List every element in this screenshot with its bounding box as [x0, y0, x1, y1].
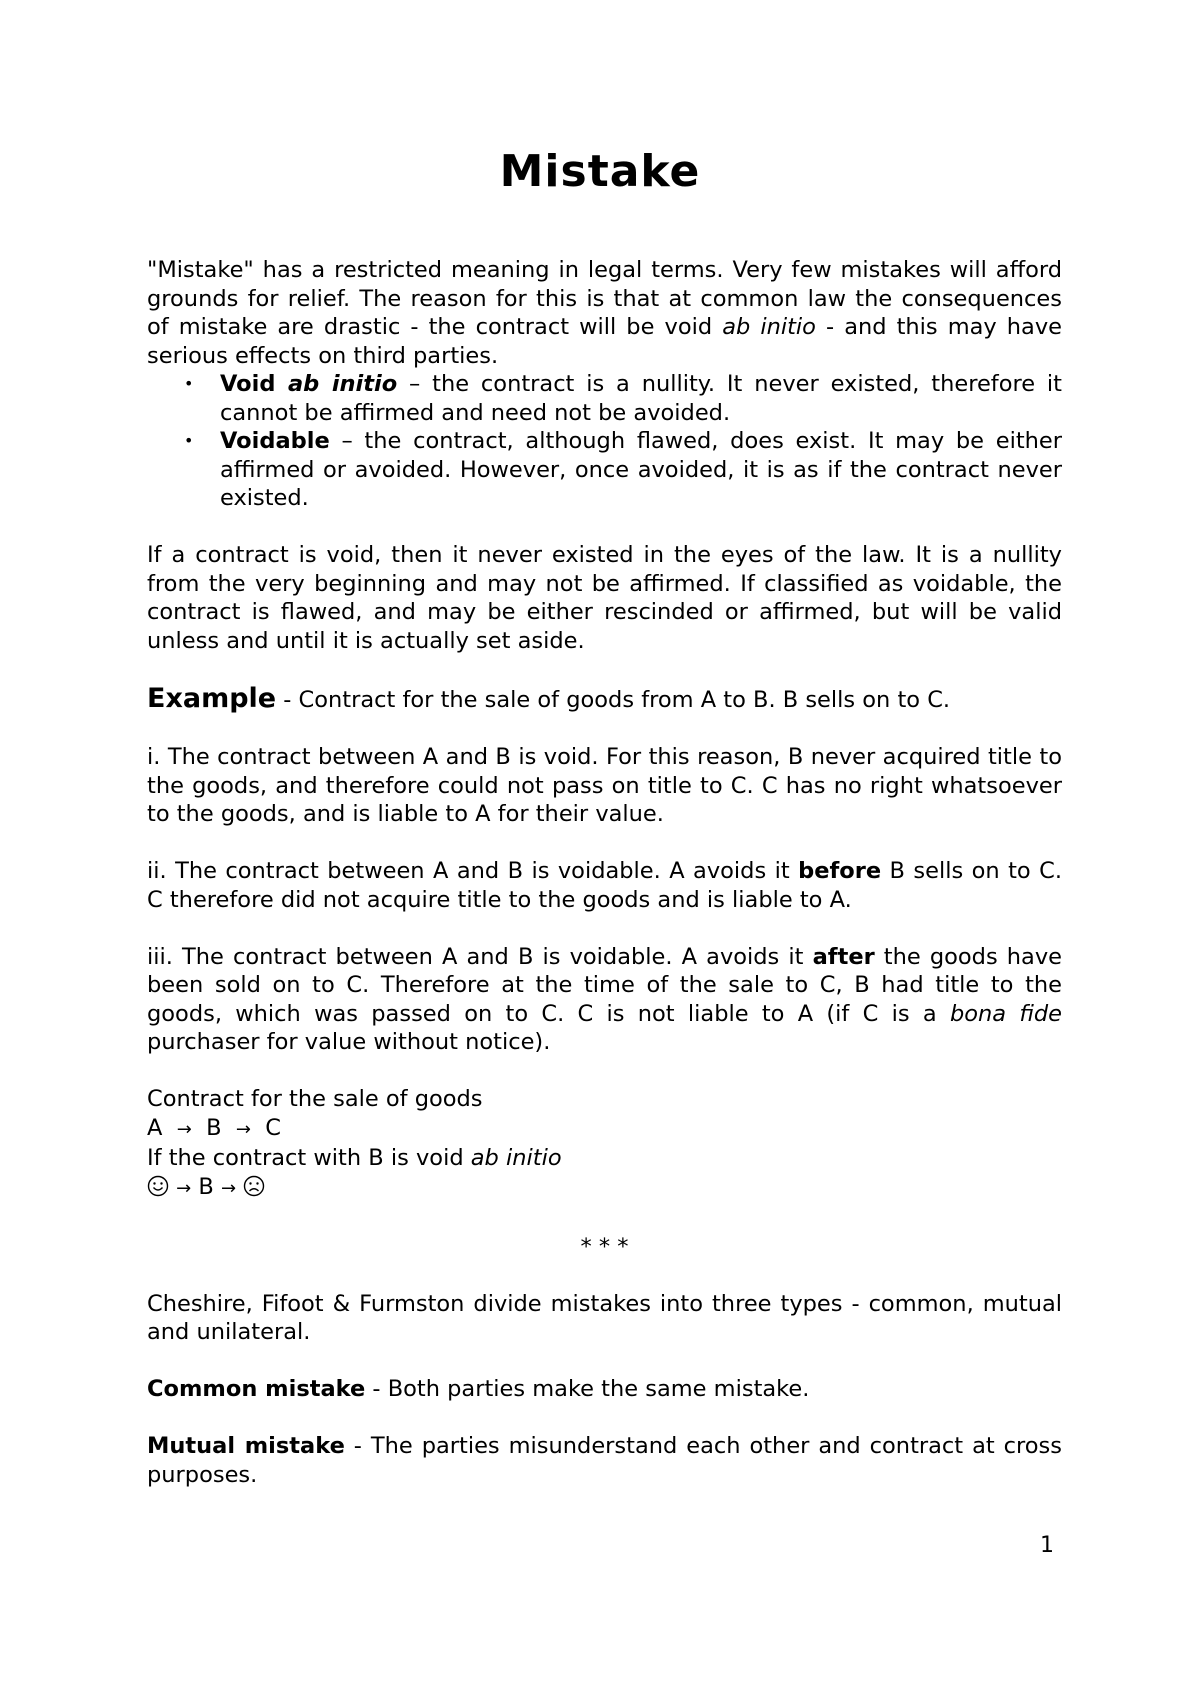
party-c: C	[265, 1114, 281, 1141]
common-mistake-text: - Both parties make the same mistake.	[365, 1376, 810, 1402]
section-separator: * * *	[580, 1233, 629, 1260]
case-i-paragraph: i. The contract between A and B is void. For this reason, B never acquired title to the goods, and therefore could not pass on title to C. C has no right whatsoever to the goods, and is liable to A for their value.	[147, 744, 1062, 827]
case-iii-paragraph	[147, 943, 1062, 1057]
case-iii-text-end: purchaser for value without notice).	[147, 1029, 551, 1055]
case-ii-text: ii. The contract between A and B is voidable. A avoids it	[147, 858, 799, 884]
diagram-caption: Contract for the sale of goods	[147, 1086, 483, 1112]
example-label: Example	[147, 682, 277, 714]
bullet-text: – the contract, although flawed, does exist. It may be either affirmed or avoided. However, once avoided, it is as if the contract never existed.	[220, 428, 1062, 511]
case-iii-text: iii. The contract between A and B is voidable. A avoids it	[147, 943, 813, 970]
void-condition	[147, 1144, 1062, 1173]
arrow-icon: →	[176, 1118, 192, 1140]
common-mistake-term: Common mistake	[147, 1376, 366, 1402]
void-condition-italic: ab initio	[470, 1145, 562, 1171]
party-b: B	[206, 1114, 222, 1141]
bullet-term: Voidable	[220, 428, 330, 454]
smiley-face-icon	[147, 1175, 169, 1205]
intro-text: "Mistake" has a restricted meaning in legal terms. Very few mistakes will afford grounds for relief. The reason for this is that at common law the consequences of mistake are drastic - the contract will be void	[147, 257, 1062, 340]
faces-chain	[147, 1173, 1062, 1205]
cheshire-paragraph: Cheshire, Fifoot & Furmston divide mistakes into three types - common, mutual and unilateral.	[147, 1290, 1062, 1345]
void-paragraph: If a contract is void, then it never existed in the eyes of the law. It is a nullity from the very beginning and may not be affirmed. If classified as voidable, the contract is flawed, and may be either rescinded or affirmed, but will be valid unless and until it is actually set aside.	[147, 542, 1062, 654]
page-number: 1	[1040, 1533, 1054, 1558]
void-condition-text: If the contract with B is void	[147, 1145, 471, 1171]
document-body	[147, 256, 1062, 1489]
example-heading	[147, 684, 1062, 715]
mutual-mistake-text: - The parties misunderstand each other and contract at cross purposes.	[147, 1433, 1062, 1488]
case-ii-paragraph	[147, 857, 1062, 914]
case-ii-text-end: B sells on to C. C therefore did not acquire title to the goods and is liable to A.	[147, 858, 1062, 913]
intro-italic: ab initio	[722, 314, 816, 340]
party-a: A	[147, 1114, 163, 1141]
bullet-icon: •	[184, 431, 194, 450]
arrow-icon: →	[176, 1177, 192, 1199]
bullet-term: Void	[220, 371, 288, 397]
transfer-chain	[147, 1114, 1062, 1145]
bullet-term-italic: ab initio	[288, 371, 398, 397]
party-b: B	[198, 1173, 214, 1200]
mutual-mistake-term: Mutual mistake	[147, 1433, 345, 1459]
case-iii-italic: bona fide	[949, 1000, 1062, 1027]
case-iii-text-mid: the goods have been sold on to C. Therefore at the time of the sale to C, B had title to the goods, which was passed on to C. C is not liable to A (if C is a	[147, 943, 1062, 1027]
list-item	[147, 427, 1062, 513]
definition-list	[147, 370, 1062, 513]
mutual-mistake-paragraph	[147, 1432, 1062, 1489]
common-mistake-paragraph	[147, 1375, 1062, 1404]
intro-paragraph	[147, 256, 1062, 370]
example-text: - Contract for the sale of goods from A to B. B sells on to C.	[276, 686, 951, 713]
arrow-icon: →	[221, 1177, 237, 1199]
bullet-text: – the contract is a nullity. It never existed, therefore it cannot be affirmed and need not be avoided.	[220, 371, 1063, 426]
page-title: Mistake	[499, 146, 701, 197]
list-item	[147, 370, 1062, 427]
intro-end: - and this may have serious effects on third parties.	[147, 314, 1063, 369]
case-ii-bold: before	[798, 858, 882, 884]
case-iii-bold: after	[812, 943, 875, 970]
arrow-icon: →	[235, 1118, 251, 1140]
bullet-icon: •	[184, 374, 194, 393]
sad-face-icon	[243, 1175, 265, 1205]
